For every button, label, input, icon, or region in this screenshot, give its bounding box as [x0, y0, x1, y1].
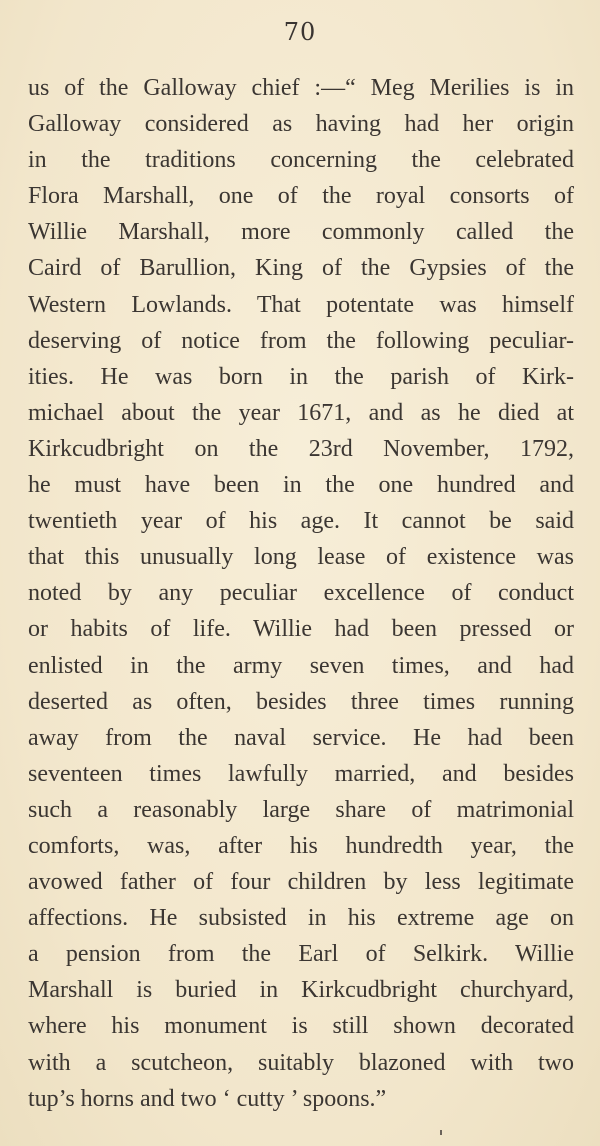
text-line: twentieth year of his age. It cannot be said: [28, 508, 574, 535]
text-line: in the traditions concerning the celebrated: [28, 147, 574, 174]
text-line: noted by any peculiar excellence of conduct: [28, 580, 574, 607]
text-line: Western Lowlands. That potentate was himself: [28, 291, 574, 318]
text-line: deserted as often, besides three times running: [28, 688, 574, 715]
text-line: he must have been in the one hundred and: [28, 472, 574, 499]
text-line: deserving of notice from the following peculiar-: [28, 327, 574, 354]
text-line: Marshall is buried in Kirkcudbright churchyard,: [28, 977, 574, 1004]
body-text: [28, 70, 574, 1117]
text-line: seventeen times lawfully married, and besides: [28, 760, 574, 787]
text-line: comforts, was, after his hundredth year, the: [28, 832, 574, 859]
text-line: Willie Marshall, more commonly called the: [28, 219, 574, 246]
text-line: or habits of life. Willie had been pressed or: [28, 616, 574, 643]
text-line: where his monument is still shown decorated: [28, 1013, 574, 1040]
text-line: enlisted in the army seven times, and had: [28, 652, 574, 679]
page-number: 70: [283, 18, 317, 46]
text-line: avowed father of four children by less legitimate: [28, 869, 574, 896]
text-line: michael about the year 1671, and as he died at: [28, 399, 574, 426]
text-line: Galloway considered as having had her origin: [28, 111, 574, 138]
print-mark: [440, 1130, 442, 1135]
text-line: with a scutcheon, suitably blazoned with two: [28, 1049, 574, 1076]
text-line: Flora Marshall, one of the royal consorts of: [28, 183, 574, 210]
text-line: away from the naval service. He had been: [28, 724, 574, 751]
text-line: such a reasonably large share of matrimonial: [28, 796, 574, 823]
text-line: Kirkcudbright on the 23rd November, 1792,: [28, 435, 574, 462]
text-line: affections. He subsisted in his extreme age on: [28, 905, 574, 932]
text-line: Caird of Barullion, King of the Gypsies of the: [28, 255, 574, 282]
text-line: that this unusually long lease of existence was: [28, 544, 574, 571]
text-line: us of the Galloway chief :—“ Meg Merilies is in: [28, 75, 574, 101]
text-line: a pension from the Earl of Selkirk. Willie: [28, 941, 574, 968]
text-line-last: tup’s horns and two ‘ cutty ’ spoons.”: [28, 1085, 387, 1112]
text-line: ities. He was born in the parish of Kirk-: [28, 363, 574, 390]
